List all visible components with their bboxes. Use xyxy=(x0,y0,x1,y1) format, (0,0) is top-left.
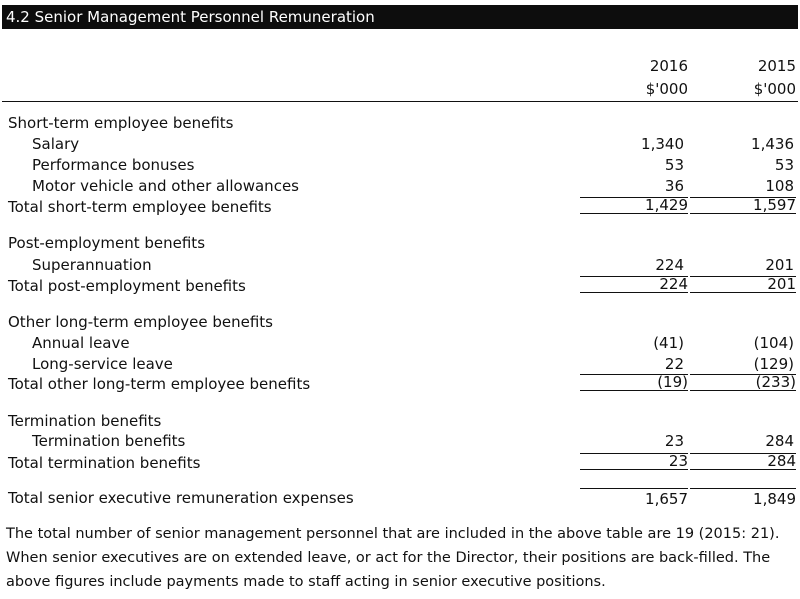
table-row-grand-total xyxy=(0,488,800,508)
row-label: Performance bonuses xyxy=(32,156,195,174)
footnote: The total number of senior management personnel that are included in the above table are 19 (2015: 21). When senior executives are on extended leave, or act for the Director, their positions are back-filled. The above figures include payments made to staff acting in senior executive positions. xyxy=(6,526,780,590)
row-label: Total termination benefits xyxy=(8,454,201,472)
row-label: Motor vehicle and other allowances xyxy=(32,177,299,195)
row-label: Total other long-term employee benefits xyxy=(8,375,311,393)
value-2015: 1,436 xyxy=(751,135,794,153)
row-label: Total short-term employee benefits xyxy=(8,198,272,216)
table-row-section xyxy=(0,113,800,133)
table-row-section xyxy=(0,411,800,431)
value-2016: 224 xyxy=(655,256,684,274)
table-row-total xyxy=(0,374,800,394)
row-label: Superannuation xyxy=(32,256,152,274)
table-row xyxy=(0,431,800,451)
table-row xyxy=(0,134,800,154)
table-row xyxy=(0,255,800,275)
value-2015: 284 xyxy=(765,432,794,450)
column-unit-2016: $'000 xyxy=(645,80,688,98)
value-2015: 284 xyxy=(690,453,796,470)
value-2016: 36 xyxy=(664,177,684,195)
table-row-total xyxy=(0,276,800,296)
row-label: Short-term employee benefits xyxy=(8,114,234,132)
table-row xyxy=(0,333,800,353)
value-2016: 1,340 xyxy=(641,135,684,153)
row-label: Termination benefits xyxy=(8,412,162,430)
column-year-2015: 2015 xyxy=(757,57,796,75)
table-row xyxy=(0,354,800,374)
value-2015: (233) xyxy=(690,374,796,391)
section-title: 4.2 Senior Management Personnel Remuneration xyxy=(2,5,798,29)
row-label: Other long-term employee benefits xyxy=(8,313,273,331)
table-row xyxy=(0,176,800,196)
row-label: Total post-employment benefits xyxy=(8,277,246,295)
value-2015: 1,597 xyxy=(690,197,796,214)
table-row xyxy=(0,155,800,175)
row-label: Annual leave xyxy=(32,334,130,352)
row-label: Total senior executive remuneration expenses xyxy=(8,489,354,507)
value-2015: (104) xyxy=(753,334,794,352)
row-label: Termination benefits xyxy=(32,432,186,450)
table-row-section xyxy=(0,233,800,253)
value-2016: 23 xyxy=(580,453,688,470)
value-2016: 53 xyxy=(664,156,684,174)
value-2015: 201 xyxy=(765,256,794,274)
column-year-2016: 2016 xyxy=(649,57,688,75)
value-2016: 224 xyxy=(580,276,688,293)
row-label: Post-employment benefits xyxy=(8,234,206,252)
value-2015: 53 xyxy=(774,156,794,174)
table-row-total xyxy=(0,197,800,217)
value-2016: (41) xyxy=(653,334,684,352)
value-2015: 108 xyxy=(765,177,794,195)
value-2016: 23 xyxy=(664,432,684,450)
table-row-section xyxy=(0,312,800,332)
value-2015: 201 xyxy=(690,276,796,293)
header-rule xyxy=(2,101,798,102)
column-unit-2015: $'000 xyxy=(753,80,796,98)
value-2015: 1,849 xyxy=(690,488,796,509)
row-label: Salary xyxy=(32,135,80,153)
table-row-total xyxy=(0,453,800,473)
value-2016: 22 xyxy=(664,355,684,373)
value-2015: (129) xyxy=(753,355,794,373)
value-2016: (19) xyxy=(580,374,688,391)
row-label: Long-service leave xyxy=(32,355,173,373)
value-2016: 1,429 xyxy=(580,197,688,214)
value-2016: 1,657 xyxy=(580,488,688,509)
